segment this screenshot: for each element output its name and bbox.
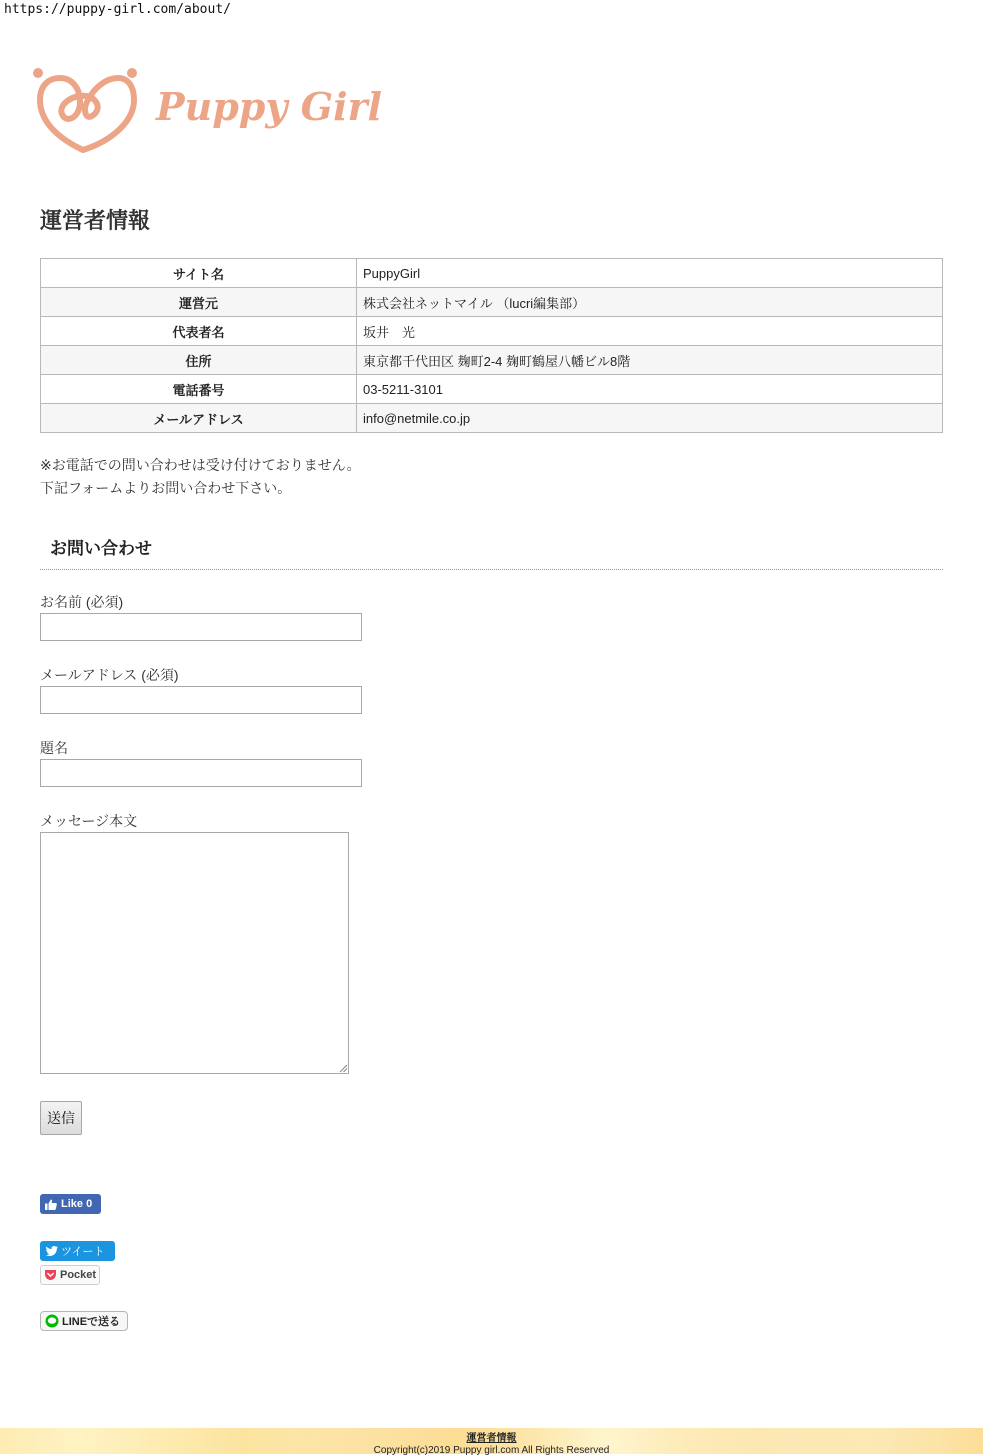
twitter-tweet-button[interactable] (40, 1241, 115, 1261)
submit-button[interactable]: 送信 (40, 1101, 82, 1135)
site-logo[interactable] (28, 62, 382, 157)
row-label: 運営元 (41, 288, 357, 317)
thumbs-up-icon (45, 1199, 57, 1210)
row-value: 03-5211-3101 (357, 375, 943, 404)
notice-line: 下記フォームよりお問い合わせ下さい。 (40, 480, 292, 496)
table-row (41, 375, 943, 404)
email-input[interactable] (40, 686, 362, 714)
footer-link-about[interactable]: 運営者情報 (466, 1433, 517, 1444)
table-row (41, 404, 943, 433)
operator-info-table (40, 258, 943, 433)
message-label: メッセージ本文 (40, 813, 138, 829)
table-row (41, 288, 943, 317)
row-value: PuppyGirl (357, 259, 943, 288)
notice-line: ※お電話での問い合わせは受け付けておりません。 (40, 457, 361, 473)
url-bar[interactable]: https://puppy-girl.com/about/ (4, 2, 231, 17)
row-label: サイト名 (41, 259, 357, 288)
table-row (41, 317, 943, 346)
email-label: メールアドレス (必須) (40, 667, 179, 683)
pocket-icon (44, 1269, 57, 1281)
name-input[interactable] (40, 613, 362, 641)
facebook-like-button[interactable] (40, 1194, 101, 1214)
twitter-bird-icon (46, 1246, 58, 1256)
row-value: 株式会社ネットマイル （lucri編集部） (357, 288, 943, 317)
message-textarea[interactable] (40, 832, 349, 1074)
name-label: お名前 (必須) (40, 594, 124, 610)
table-row (41, 259, 943, 288)
line-icon (45, 1314, 59, 1328)
subject-label: 題名 (40, 740, 68, 756)
footer (0, 1428, 983, 1454)
copyright-text: Copyright(c)2019 Puppy girl.com All Rights Reserved (373, 1445, 610, 1456)
facebook-like-label: Like 0 (61, 1198, 93, 1210)
dotted-divider (40, 569, 943, 570)
twitter-tweet-label: ツイート (61, 1246, 105, 1258)
row-value: info@netmile.co.jp (357, 404, 943, 433)
svg-text:Puppy Girl: Puppy Girl (156, 84, 382, 129)
page-title: 運営者情報 (40, 208, 151, 233)
row-value: 東京都千代田区 麹町2-4 麹町鶴屋八幡ビル8階 (357, 346, 943, 375)
row-label: メールアドレス (41, 404, 357, 433)
line-share-label: LINEで送る (62, 1316, 121, 1328)
pocket-label: Pocket (60, 1269, 97, 1281)
puppy-girl-logo-icon (28, 62, 382, 157)
row-value: 坂井 光 (357, 317, 943, 346)
line-share-button[interactable] (40, 1311, 128, 1331)
subject-input[interactable] (40, 759, 362, 787)
row-label: 住所 (41, 346, 357, 375)
row-label: 代表者名 (41, 317, 357, 346)
table-row (41, 346, 943, 375)
pocket-button[interactable] (40, 1265, 100, 1285)
resize-grip-icon[interactable] (339, 1064, 347, 1072)
row-label: 電話番号 (41, 375, 357, 404)
contact-heading: お問い合わせ (50, 539, 152, 558)
contact-notice (40, 454, 361, 500)
